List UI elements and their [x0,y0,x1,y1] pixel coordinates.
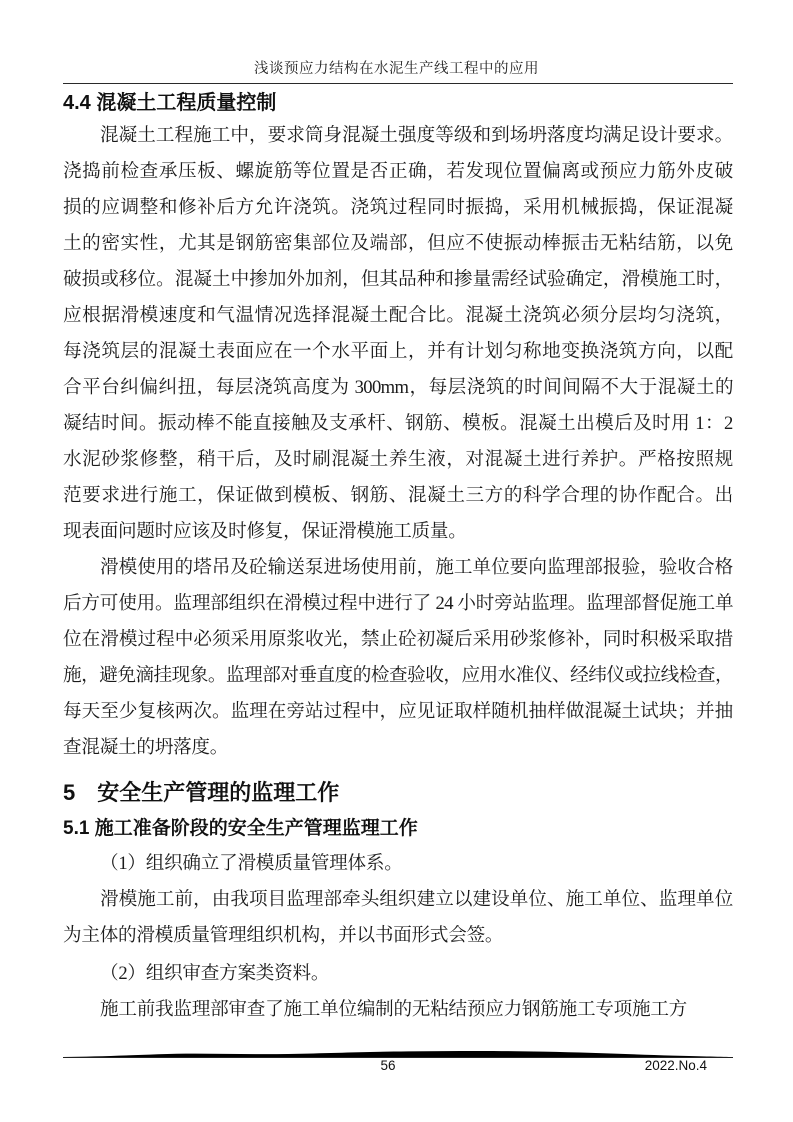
section-heading-5: 5 安全生产管理的监理工作 [63,780,340,805]
section-heading-4-4: 4.4 混凝土工程质量控制 [63,92,277,114]
text-line: 范要求进行施工，保证做到模板、钢筋、混凝土三方的科学合理的协作配合。出 [63,485,733,506]
text-line: 施工前我监理部审查了施工单位编制的无粘结预应力钢筋施工专项施工方 [100,999,688,1020]
header-rule [63,83,733,84]
text-line: 滑模施工前，由我项目监理部牵头组织建立以建设单位、施工单位、监理单位 [100,889,733,910]
text-line: 凝结时间。振动棒不能直接触及支承杆、钢筋、模板。混凝土出模后及时用 1：2 [63,413,733,434]
section-heading-5-1: 5.1 施工准备阶段的安全生产管理监理工作 [63,818,418,839]
text-line: 施，避免滴挂现象。监理部对垂直度的检查验收，应用水准仪、经纬仪或拉线检查， [63,665,733,686]
text-line: 破损或移位。混凝土中掺加外加剂，但其品种和掺量需经试验确定，滑模施工时， [63,269,733,290]
text-line: 现表面问题时应该及时修复，保证滑模施工质量。 [63,521,467,542]
text-line: 应根据滑模速度和气温情况选择混凝土配合比。混凝土浇筑必须分层均匀浇筑， [63,305,733,326]
text-line: （1）组织确立了滑模质量管理体系。 [100,853,403,874]
paragraph-slipform-supervision [63,550,733,766]
text-line: 损的应调整和修补后方允许浇筑。浇筑过程同时振捣，采用机械振捣，保证混凝 [63,197,733,218]
paragraph-quality-org [63,882,733,954]
text-line: （2）组织审查方案类资料。 [100,963,330,984]
text-line: 滑模使用的塔吊及砼输送泵进场使用前，施工单位要向监理部报验，验收合格 [100,557,733,578]
text-line: 每天至少复核两次。监理在旁站过程中，应见证取样随机抽样做混凝土试块；并抽 [63,701,733,722]
text-line: 每浇筑层的混凝土表面应在一个水平面上，并有计划匀称地变换浇筑方向，以配 [63,341,733,362]
text-line: 后方可使用。监理部组织在滑模过程中进行了 24 小时旁站监理。监理部督促施工单 [63,593,733,614]
text-line: 混凝土工程施工中，要求筒身混凝土强度等级和到场坍落度均满足设计要求。 [100,125,733,146]
text-line: 浇捣前检查承压板、螺旋筋等位置是否正确，若发现位置偏离或预应力筋外皮破 [63,161,733,182]
text-line: 查混凝土的坍落度。 [63,737,229,758]
text-line: 合平台纠偏纠扭，每层浇筑高度为 300mm，每层浇筑的时间间隔不大于混凝土的 [63,377,733,398]
text-line: 土的密实性，尤其是钢筋密集部位及端部，但应不使振动棒振击无粘结筋，以免 [63,233,733,254]
footer-page-number: 56 [380,1058,396,1073]
text-line: 位在滑模过程中必须采用原浆收光，禁止砼初凝后采用砂浆修补，同时积极采取措 [63,629,733,650]
content-column [63,88,733,1028]
text-line: 为主体的滑模质量管理组织机构，并以书面形式会签。 [63,925,504,946]
text-line: 水泥砂浆修整，稍干后，及时刷混凝土养生液，对混凝土进行养护。严格按照规 [63,449,733,470]
paragraph-scheme-review [63,992,733,1028]
footer-issue-label: 2022.No.4 [644,1058,707,1073]
paragraph-item-2 [63,956,733,992]
running-title: 浅谈预应力结构在水泥生产线工程中的应用 [254,61,539,77]
paragraph-concrete-quality [63,118,733,550]
paragraph-item-1 [63,846,733,882]
